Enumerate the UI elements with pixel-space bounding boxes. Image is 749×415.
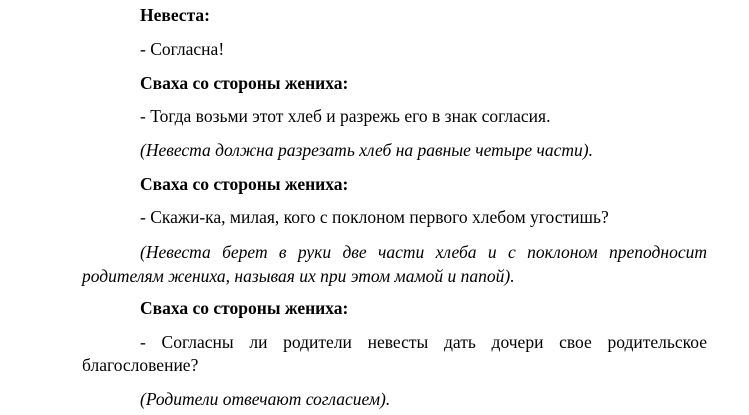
stage-direction-multiline	[82, 242, 707, 286]
stage-direction: (Родители отвечают согласием).	[140, 389, 391, 409]
matchmaker-line: - Тогда возьми этот хлеб и разрежь его в знак согласия.	[140, 106, 551, 126]
stage-direction: (Невеста должна разрезать хлеб на равные четыре части).	[140, 140, 594, 160]
matchmaker-line-part: - Согласны ли родители невесты дать дочери свое родительское	[140, 332, 707, 352]
matchmaker-line: - Скажи-ка, милая, кого с поклоном первого хлебом угостишь?	[140, 207, 609, 227]
matchmaker-line-multiline	[82, 332, 707, 375]
matchmaker-line-part: благословение?	[82, 355, 199, 375]
stage-direction-line: родителям жениха, называя их при этом мамой и папой).	[82, 266, 515, 286]
speaker-matchmaker: Сваха со стороны жениха:	[140, 73, 349, 93]
stage-direction-line: (Невеста берет в руки две части хлеба и с поклоном преподносит	[140, 242, 707, 262]
speaker-matchmaker: Сваха со стороны жениха:	[140, 298, 349, 318]
bride-reply: - Согласна!	[140, 39, 225, 59]
speaker-bride: Невеста:	[140, 5, 210, 25]
speaker-matchmaker: Сваха со стороны жениха:	[140, 174, 349, 194]
